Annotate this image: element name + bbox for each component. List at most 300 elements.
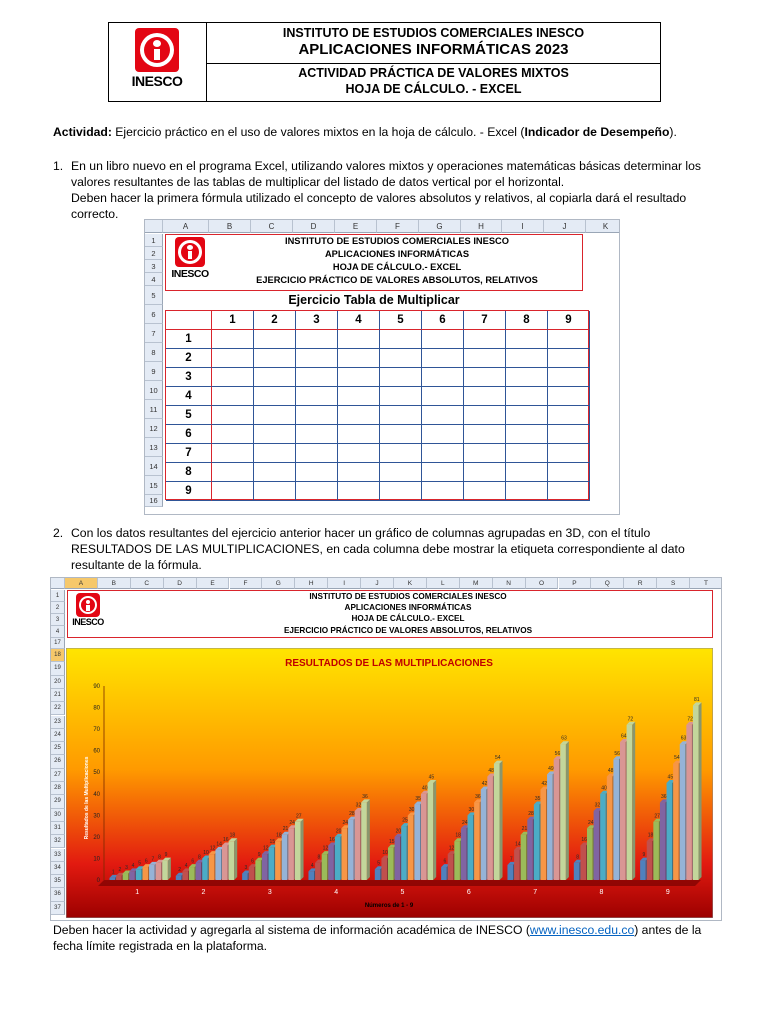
row-header[interactable]: 33 [51,849,65,862]
result-cell[interactable] [464,444,506,463]
result-cell[interactable] [380,463,422,482]
item2-line: Con los datos resultantes del ejercicio anterior hacer un gráfico de columnas agrupadas en 3D, con el título [71,526,651,540]
row-header[interactable]: 2 [51,602,65,614]
row-header[interactable]: 18 [51,649,65,662]
row-header[interactable]: 1 [145,234,163,247]
sheet1-banner [165,234,583,291]
column-header[interactable]: J [544,220,586,233]
result-cell[interactable] [380,406,422,425]
chart-bar [494,761,503,880]
result-cell[interactable] [548,444,590,463]
activity-text: Ejercicio práctico en el uso de valores mixtos en la hoja de cálculo. - Excel ( [111,125,525,139]
activity-label: Actividad: [53,125,112,139]
y-tick-label: 50 [93,770,100,777]
header-activity-cell [207,64,660,102]
result-cell[interactable] [212,482,254,501]
item2-line: RESULTADOS DE LAS MULTIPLICACIONES, en cada columna debe mostrar la etiqueta correspondiente al dato [71,542,685,556]
row-header[interactable]: 37 [51,902,65,915]
result-cell[interactable] [254,425,296,444]
row-header[interactable]: 26 [51,755,65,768]
result-cell[interactable] [548,482,590,501]
horizontal-factor-cell[interactable]: 6 [422,311,464,330]
row-header[interactable]: 16 [145,495,163,507]
result-cell[interactable] [422,425,464,444]
row-header[interactable]: 8 [145,343,163,362]
chart-y-axis-label: Resultados de las Multiplicaciones [84,756,90,840]
column-header[interactable]: S [657,578,690,589]
chart-data-label: 54 [674,755,680,762]
row-header[interactable]: 3 [51,614,65,626]
column-header[interactable]: L [427,578,460,589]
chart-data-label: 40 [422,785,428,792]
row-header[interactable]: 10 [145,381,163,400]
result-cell[interactable] [506,463,548,482]
row-header[interactable]: 11 [145,400,163,419]
row-header[interactable]: 6 [145,305,163,324]
chart-data-label: 16 [329,837,335,844]
y-tick-label: 90 [93,684,100,690]
result-cell[interactable] [548,406,590,425]
result-cell[interactable] [422,368,464,387]
vertical-factor-cell[interactable]: 5 [166,406,212,425]
chart-data-label: 9 [164,852,168,859]
header-logo-cell [109,23,207,101]
chart-data-label: 10 [203,849,209,856]
row-header[interactable]: 1 [51,590,65,602]
result-cell[interactable] [254,330,296,349]
result-cell[interactable] [464,463,506,482]
row-header[interactable]: 22 [51,702,65,715]
sheet1-banner-line: APLICACIONES INFORMÁTICAS [324,249,470,259]
row-header[interactable]: 14 [145,457,163,476]
result-cell[interactable] [464,482,506,501]
horizontal-factor-cell[interactable]: 2 [254,311,296,330]
chart-data-label: 20 [335,828,342,835]
chart-data-label: 35 [415,796,421,803]
column-header[interactable]: A [163,220,209,233]
row-header[interactable]: 3 [145,260,163,273]
vertical-factor-cell[interactable]: 6 [166,425,212,444]
sheet1-logo-word: INESCO [171,268,209,280]
x-tick-label: 6 [466,889,471,896]
result-cell[interactable] [380,387,422,406]
result-cell[interactable] [296,349,338,368]
table-title: Ejercicio Tabla de Multiplicar [288,293,460,307]
chart-data-label: 56 [554,750,561,757]
result-cell[interactable] [254,444,296,463]
item2-text [71,525,721,573]
result-cell[interactable] [422,463,464,482]
chart-data-label: 15 [269,839,276,846]
chart-data-label: 6 [144,858,148,865]
column-header[interactable]: D [293,220,335,233]
result-cell[interactable] [338,387,380,406]
chart-data-label: 28 [349,811,355,818]
chart-data-label: 32 [355,802,362,809]
chart-bar [162,858,171,880]
sheet2-banner-line: APLICACIONES INFORMÁTICAS [344,603,472,613]
result-cell[interactable] [422,349,464,368]
sheet1-banner-line: INSTITUTO DE ESTUDIOS COMERCIALES INESCO [284,236,509,246]
column-header[interactable]: G [419,220,461,233]
result-cell[interactable] [254,482,296,501]
x-tick-label: 8 [599,889,604,896]
result-cell[interactable] [380,330,422,349]
y-tick-label: 20 [93,834,100,841]
column-header[interactable]: D [164,578,197,589]
result-cell[interactable] [380,349,422,368]
column-header[interactable]: F [377,220,419,233]
row-header[interactable]: 12 [145,419,163,438]
row-header[interactable]: 7 [145,324,163,343]
multiplication-grid [165,310,589,500]
result-cell[interactable] [506,444,548,463]
chart-data-label: 10 [382,849,388,856]
row-header[interactable]: 20 [51,676,65,689]
column-header[interactable]: I [502,220,544,233]
result-cell[interactable] [254,406,296,425]
result-cell[interactable] [296,482,338,501]
x-tick-label: 4 [334,889,339,896]
vertical-factor-cell[interactable]: 4 [166,387,212,406]
column-header[interactable]: Q [591,578,624,589]
result-cell[interactable] [464,330,506,349]
footer-text-line2: fecha límite registrada en la plataforma. [53,939,268,953]
result-cell[interactable] [422,444,464,463]
item2-number: 2. [53,526,64,540]
chart-data-label: 24 [289,819,295,826]
result-cell[interactable] [380,444,422,463]
row-header[interactable]: 24 [51,729,65,742]
inesco-website-link[interactable]: www.inesco.edu.co [529,923,635,937]
result-cell[interactable] [296,463,338,482]
vertical-factor-cell[interactable]: 9 [166,482,212,501]
result-cell[interactable] [506,482,548,501]
chart-bar [428,780,437,880]
chart-floor [98,880,701,886]
row-header[interactable]: 19 [51,662,65,675]
chart-data-label: 25 [402,817,408,824]
inesco-logo [129,28,185,89]
result-cell[interactable] [338,482,380,501]
sheet2-banner [67,590,713,638]
result-cell[interactable] [212,463,254,482]
sheet2-banner-line: HOJA DE CÁLCULO.- EXCEL [351,614,465,624]
chart-data-label: 9 [257,852,261,859]
chart-bar [627,722,636,880]
result-cell[interactable] [548,368,590,387]
row-header[interactable]: 30 [51,809,65,822]
chart-data-label: 48 [488,768,494,775]
column-header[interactable]: R [624,578,657,589]
chart-data-label: 8 [198,854,201,861]
chart-data-label: 5 [138,860,142,867]
chart-data-label: 8 [317,854,321,861]
chart-data-label: 18 [229,832,236,839]
chart-data-label: 45 [428,774,435,781]
result-cell[interactable] [338,406,380,425]
chart-data-label: 15 [389,839,395,846]
row-header[interactable]: 32 [51,835,65,848]
footer-text: Deben hacer la actividad y agregarla al sistema de información académica de INESCO ( [53,923,530,937]
select-all-corner[interactable] [51,578,65,589]
result-cell[interactable] [212,444,254,463]
result-cell[interactable] [380,482,422,501]
chart-bar [229,838,238,880]
chart-data-label: 64 [621,733,627,740]
result-cell[interactable] [464,349,506,368]
column-header[interactable]: A [65,578,98,589]
column-header[interactable]: E [335,220,377,233]
corner-cell[interactable] [166,311,212,330]
row-header[interactable]: 23 [51,716,65,729]
horizontal-factor-cell[interactable]: 9 [548,311,590,330]
result-cell[interactable] [338,330,380,349]
row-header[interactable]: 9 [145,362,163,381]
sheet2-logo [71,593,105,627]
result-cell[interactable] [296,387,338,406]
chart-data-label: 24 [588,819,594,826]
vertical-factor-cell[interactable]: 3 [166,368,212,387]
result-cell[interactable] [422,387,464,406]
column-header[interactable]: B [209,220,251,233]
chart-data-label: 12 [262,845,269,852]
chart-data-label: 30 [468,806,475,813]
y-tick-label: 60 [93,748,100,755]
result-cell[interactable] [296,330,338,349]
column-header[interactable]: K [586,220,620,233]
column-header[interactable]: B [98,578,131,589]
result-cell[interactable] [212,425,254,444]
chart-data-label: 45 [667,774,674,781]
row-header[interactable]: 27 [51,769,65,782]
vertical-factor-cell[interactable]: 1 [166,330,212,349]
row-header[interactable]: 35 [51,875,65,888]
item2-line: resultante de la fórmula. [71,558,202,572]
result-cell[interactable] [506,368,548,387]
chart-data-label: 18 [647,832,654,839]
result-cell[interactable] [464,406,506,425]
chart-data-label: 12 [322,845,329,852]
x-tick-label: 2 [201,889,206,896]
result-cell[interactable] [506,349,548,368]
vertical-factor-cell[interactable]: 8 [166,463,212,482]
item1-text [71,158,721,222]
row-header[interactable]: 2 [145,247,163,260]
row-header[interactable]: 4 [51,626,65,638]
chart-data-label: 48 [607,768,614,775]
row-header[interactable]: 13 [145,438,163,457]
column-header[interactable]: E [197,578,230,589]
chart-data-label: 8 [158,854,161,861]
result-cell[interactable] [422,482,464,501]
chart-data-label: 40 [601,785,607,792]
chart-data-label: 30 [408,806,415,813]
course-name: APLICACIONES INFORMÁTICAS 2023 [298,41,569,58]
chart-data-label: 63 [561,735,567,742]
result-cell[interactable] [338,463,380,482]
column-header[interactable]: G [262,578,295,589]
y-tick-label: 40 [93,791,100,798]
result-cell[interactable] [506,406,548,425]
y-tick-label: 70 [93,727,100,734]
item1-line: Deben hacer la primera fórmula utilizado el concepto de valores absolutos y relativos, al copiarla dará el resultado [71,191,687,205]
result-cell[interactable] [296,444,338,463]
column-header[interactable]: N [493,578,526,589]
y-tick-label: 80 [93,705,100,712]
result-cell[interactable] [254,463,296,482]
result-cell[interactable] [506,425,548,444]
logo-wordmark: INESCO [131,73,183,89]
column-header[interactable]: M [460,578,493,589]
result-cell[interactable] [506,330,548,349]
chart-data-label: 54 [494,755,501,762]
x-tick-label: 3 [267,889,272,896]
institute-name: INSTITUTO DE ESTUDIOS COMERCIALES INESCO [282,26,585,40]
row-header[interactable]: 4 [145,273,163,286]
result-cell[interactable] [338,444,380,463]
column-header[interactable]: I [328,578,361,589]
row-header[interactable]: 34 [51,862,65,875]
chart-data-label: 72 [627,716,634,723]
row-header[interactable]: 31 [51,822,65,835]
header-title-cell [207,23,660,64]
result-cell[interactable] [464,387,506,406]
result-cell[interactable] [548,349,590,368]
row-header[interactable]: 28 [51,782,65,795]
result-cell[interactable] [464,368,506,387]
activity-intro [53,124,723,140]
row-header[interactable]: 17 [51,638,65,649]
result-cell[interactable] [296,425,338,444]
activity-name: ACTIVIDAD PRÁCTICA DE VALORES MIXTOS [298,66,569,80]
chart-data-label: 4 [131,862,135,869]
chart-bar [295,819,304,880]
chart-data-label: 24 [461,819,468,826]
subject-name: HOJA DE CÁLCULO. - EXCEL [345,82,522,96]
chart-data-label: 36 [660,793,667,800]
result-cell[interactable] [548,330,590,349]
result-cell[interactable] [212,368,254,387]
result-cell[interactable] [548,425,590,444]
column-header[interactable]: C [131,578,164,589]
row-header[interactable]: 25 [51,742,65,755]
row-header[interactable]: 15 [145,476,163,495]
vertical-factor-cell[interactable]: 2 [166,349,212,368]
result-cell[interactable] [212,330,254,349]
horizontal-factor-cell[interactable]: 8 [506,311,548,330]
chart-data-label: 42 [481,780,488,787]
result-cell[interactable] [464,425,506,444]
performance-indicator: Indicador de Desempeño [524,125,670,139]
column-header[interactable]: F [230,578,263,589]
horizontal-factor-cell[interactable]: 7 [464,311,506,330]
horizontal-factor-cell[interactable]: 3 [296,311,338,330]
chart-data-label: 36 [475,793,481,800]
column-header[interactable]: P [559,578,592,589]
column-header[interactable]: K [394,578,427,589]
result-cell[interactable] [380,425,422,444]
result-cell[interactable] [212,406,254,425]
column-header[interactable]: C [251,220,293,233]
horizontal-factor-cell[interactable]: 4 [338,311,380,330]
vertical-factor-cell[interactable]: 7 [166,444,212,463]
column-header[interactable]: H [295,578,328,589]
horizontal-factor-cell[interactable]: 5 [380,311,422,330]
document-header [108,22,661,102]
chart-data-label: 21 [282,826,289,833]
chart-data-label: 56 [614,750,620,757]
result-cell[interactable] [212,349,254,368]
result-cell[interactable] [338,368,380,387]
x-tick-label: 5 [400,889,405,896]
sheet2-banner-line: EJERCICIO PRÁCTICO DE VALORES ABSOLUTOS, RELATIVOS [283,625,533,635]
select-all-corner[interactable] [145,220,163,233]
footer-note [53,922,723,954]
chart-data-label: 4 [184,862,188,869]
chart-data-label: 42 [541,780,548,787]
result-cell[interactable] [338,425,380,444]
activity-text-end: ). [669,125,677,139]
result-cell[interactable] [296,368,338,387]
chart-data-label: 18 [276,832,282,839]
result-cell[interactable] [422,406,464,425]
result-cell[interactable] [254,368,296,387]
chart-data-label: 18 [455,832,461,839]
chart-data-label: 3 [125,865,128,872]
result-cell[interactable] [380,368,422,387]
column-header[interactable]: O [526,578,559,589]
chart-data-label: 2 [118,867,122,874]
column-header[interactable]: H [461,220,502,233]
row-header[interactable]: 36 [51,888,65,901]
result-cell[interactable] [506,387,548,406]
row-header[interactable]: 21 [51,689,65,702]
chart-data-label: 27 [654,813,660,820]
result-cell[interactable] [254,387,296,406]
chart-data-label: 27 [295,813,302,820]
result-cell[interactable] [422,330,464,349]
chart-data-label: 72 [687,716,693,723]
chart-bar [361,799,370,880]
row-header[interactable]: 29 [51,795,65,808]
result-cell[interactable] [296,406,338,425]
chart-data-label: 6 [191,858,195,865]
sheet1-banner-line: HOJA DE CÁLCULO.- EXCEL [332,262,462,272]
chart-data-label: 14 [216,841,222,848]
chart-data-label: 9 [642,852,646,859]
chart-bar [693,702,702,880]
result-cell[interactable] [548,387,590,406]
chart-data-label: 21 [521,826,528,833]
x-tick-label: 7 [533,889,538,896]
result-cell[interactable] [212,387,254,406]
chart-data-label: 16 [223,837,229,844]
chart-data-label: 49 [548,765,554,772]
result-cell[interactable] [548,463,590,482]
item1-number: 1. [53,159,64,173]
column-header[interactable]: T [690,578,722,589]
horizontal-factor-cell[interactable]: 1 [212,311,254,330]
row-header[interactable]: 5 [145,286,163,305]
chart-data-label: 28 [528,811,534,818]
chart-data-label: 1 [111,869,115,876]
chart-title: RESULTADOS DE LAS MULTIPLICACIONES [285,658,493,669]
result-cell[interactable] [254,349,296,368]
result-cell[interactable] [338,349,380,368]
column-header[interactable]: J [361,578,394,589]
chart-data-label: 7 [151,856,155,863]
